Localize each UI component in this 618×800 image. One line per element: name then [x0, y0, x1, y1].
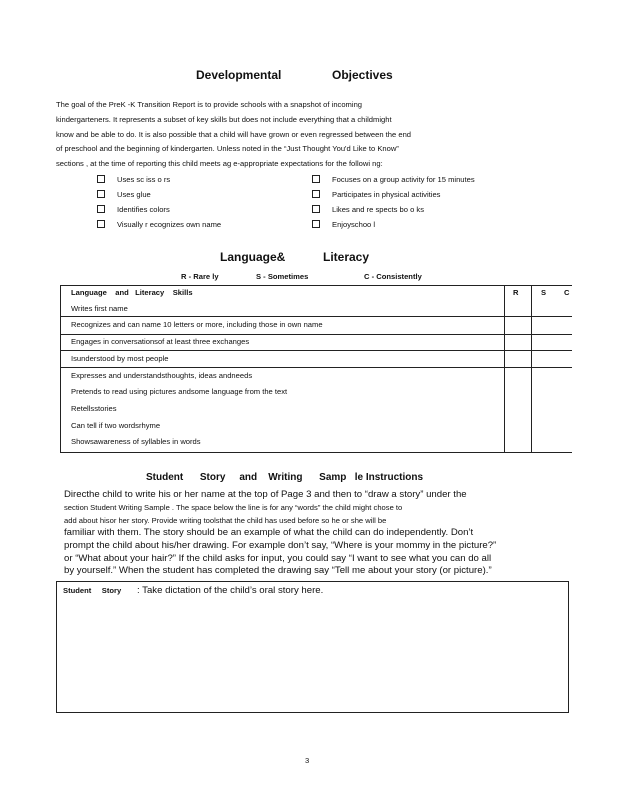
table-row: Showsawareness of syllables in words [71, 437, 201, 446]
table-left-border [60, 285, 61, 453]
instructions-line: section Student Writing Sample . The space below the line is for any “words” the child might chose to [64, 503, 403, 512]
checklist-item[interactable]: Uses glue [97, 190, 151, 199]
table-row: Pretends to read using pictures andsome language from the text [71, 387, 288, 396]
table-col-divider-s [531, 285, 532, 453]
title-word-developmental: Developmental [196, 68, 282, 82]
intro-line-2: kindergarteners. It represents a subset of key skills but does not include everything that a childmight [56, 115, 392, 124]
table-row-divider [60, 334, 572, 335]
instructions-line: Directhe child to write his or her name at the top of Page 3 and then to “draw a story” under the [64, 489, 467, 500]
table-row-divider [60, 316, 572, 317]
table-row-divider [60, 350, 572, 351]
checkbox[interactable] [312, 205, 320, 213]
instructions-line: add about hisor her story. Provide writing toolsthat the child has used before so he or she will be [64, 516, 387, 525]
story-box[interactable] [56, 581, 569, 713]
checkbox[interactable] [97, 220, 105, 228]
page-number: 3 [305, 756, 310, 765]
legend-rarely: R - Rare ly [181, 272, 219, 281]
checkbox[interactable] [97, 175, 105, 183]
checkbox[interactable] [312, 190, 320, 198]
legend-consistently: C - Consistently [364, 272, 422, 281]
checklist-item[interactable]: Enjoyschoo l [312, 220, 375, 229]
checklist-item[interactable]: Focuses on a group activity for 15 minutes [312, 175, 475, 184]
table-bottom-border [60, 452, 572, 453]
table-header-r: R [513, 288, 519, 297]
instructions-line: or “What about your hair?” If the child asks for input, you could say “I want to see what you can do all [64, 553, 492, 564]
title-word-objectives: Objectives [332, 68, 393, 82]
story-box-label: Student Story [63, 586, 122, 595]
table-row: Can tell if two wordsrhyme [71, 421, 161, 430]
checklist-item[interactable]: Likes and re spects bo o ks [312, 205, 424, 214]
developmental-title [196, 68, 281, 82]
checkbox[interactable] [97, 190, 105, 198]
checklist-item[interactable]: Visually r ecognizes own name [97, 220, 221, 229]
intro-line-1: The goal of the PreK -K Transition Report is to provide schools with a snapshot of incoming [56, 100, 363, 109]
table-row: Expresses and understandsthoughts, ideas andneeds [71, 371, 253, 380]
checkbox[interactable] [97, 205, 105, 213]
literacy-title: Literacy [323, 250, 370, 264]
checkbox[interactable] [312, 175, 320, 183]
table-col-divider-r [504, 285, 505, 453]
legend-sometimes: S - Sometimes [256, 272, 309, 281]
checkbox[interactable] [312, 220, 320, 228]
table-header-skills: Language and Literacy Skills [71, 288, 193, 297]
instructions-line: familiar with them. The story should be an example of what the child can do independently. Don’t [64, 527, 474, 538]
table-row: Retellsstories [71, 404, 117, 413]
instructions-line: by yourself.” When the student has completed the drawing say “Tell me about your story (or picture).” [64, 565, 492, 576]
table-row: Engages in conversationsof at least three exchanges [71, 337, 250, 346]
instructions-title: Student Story and Writing Samp le Instructions [146, 472, 424, 483]
table-row: Isunderstood by most people [71, 354, 169, 363]
table-row: Recognizes and can name 10 letters or more, including those in own name [71, 320, 323, 329]
language-title: Language& [220, 250, 286, 264]
table-header-s: S [541, 288, 547, 297]
table-header-c: C [564, 288, 570, 297]
table-row: Writes first name [71, 304, 128, 313]
table-top-border [60, 285, 572, 286]
instructions-line: prompt the child about his/her drawing. For example don’t say, “Where is your mommy in the picture?” [64, 540, 497, 551]
intro-line-3: know and be able to do. It is also possible that a child will have grown or even regressed between the end [56, 130, 412, 139]
checklist-item[interactable]: Uses sc iss o rs [97, 175, 170, 184]
objectives-title [332, 68, 393, 82]
checklist-item[interactable]: Participates in physical activities [312, 190, 440, 199]
table-row-divider [60, 367, 572, 368]
checklist-item[interactable]: Identifies colors [97, 205, 170, 214]
intro-line-5: sections , at the time of reporting this child meets ag e-appropriate expectations for the followi ng: [56, 159, 383, 168]
intro-line-4: of preschool and the beginning of kindergarten. Unless noted in the “Just Thought You'd Like to Know” [56, 144, 399, 153]
story-box-prompt: : Take dictation of the child’s oral story here. [137, 585, 324, 596]
